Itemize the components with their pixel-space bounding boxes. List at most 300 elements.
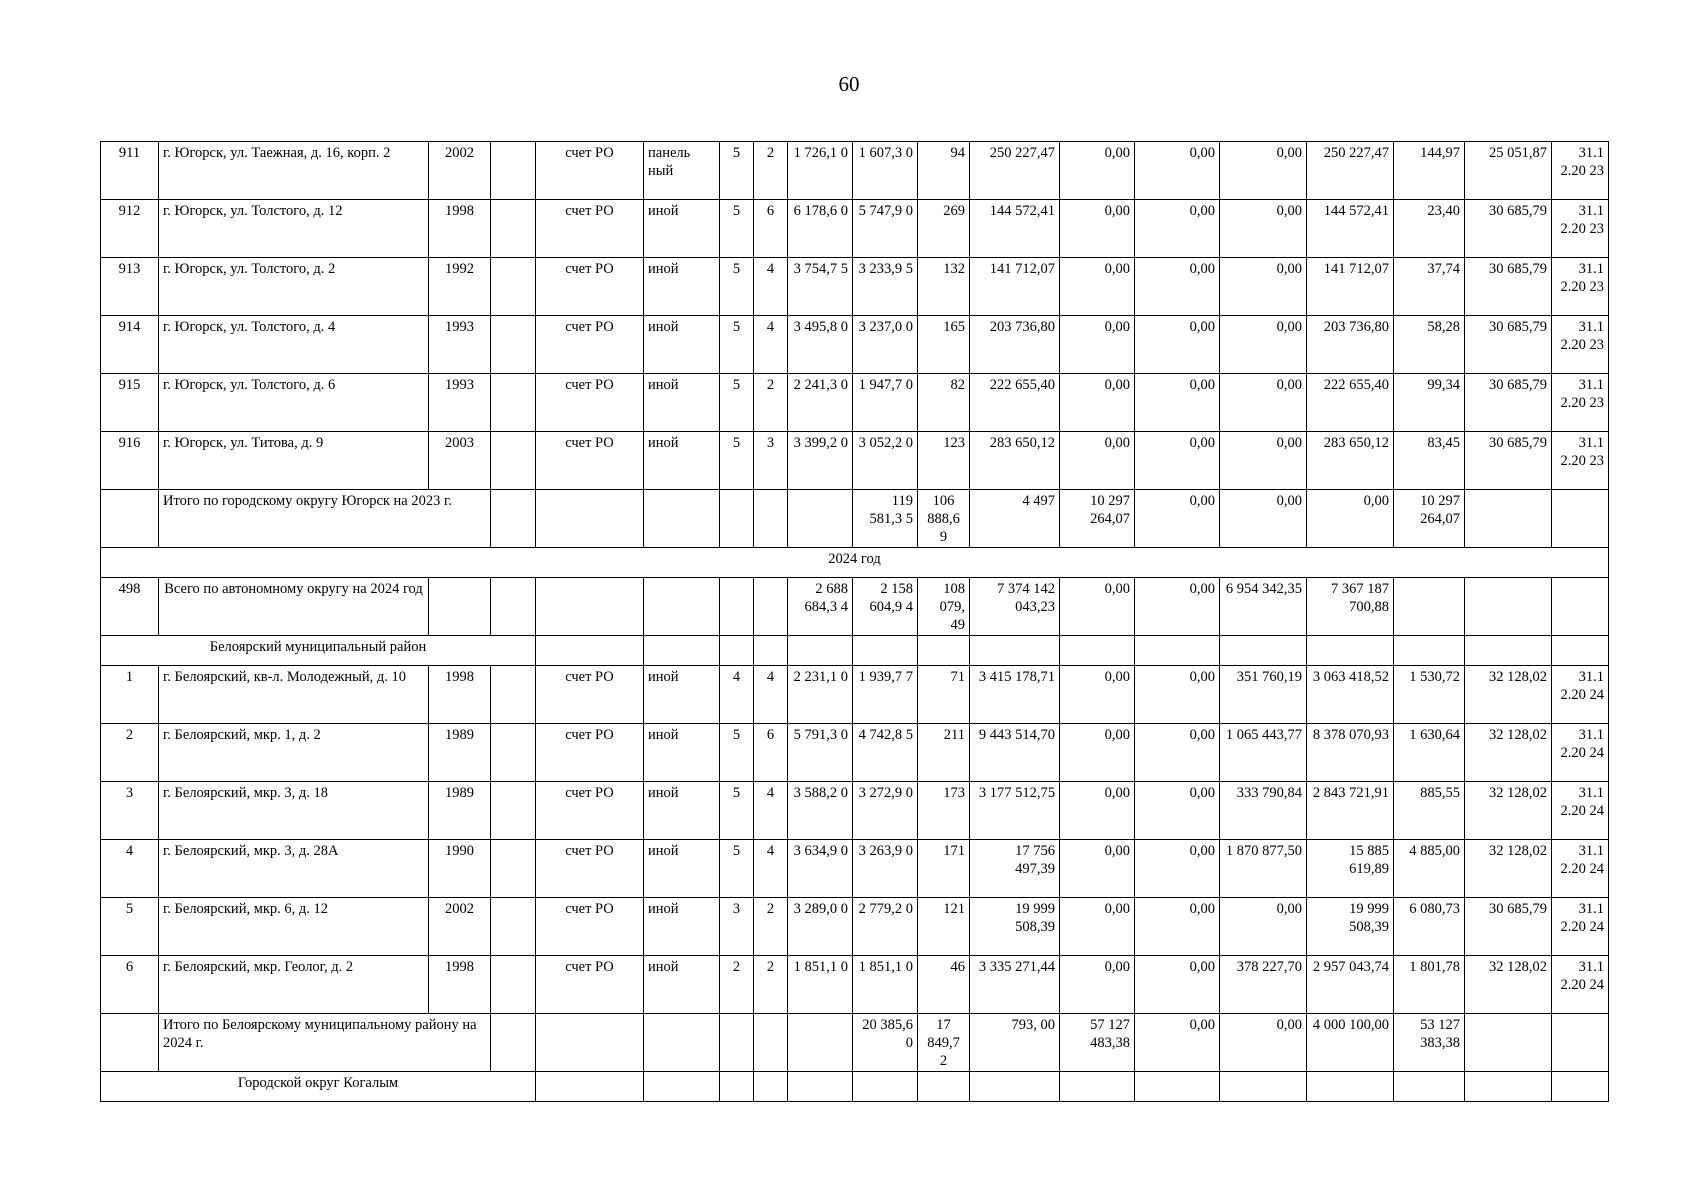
cell-col-12: 19 999 508,39: [970, 898, 1060, 956]
cell-col-17: 885,55: [1394, 782, 1465, 840]
cell-col-10: 119 581,3 5: [853, 490, 918, 548]
cell-col-16: 15 885 619,89: [1307, 840, 1394, 898]
cell-col-17: 1 530,72: [1394, 666, 1465, 724]
cell-col-18: 30 685,79: [1465, 898, 1552, 956]
cell-col-7: [720, 578, 754, 636]
cell-col-8: 4: [754, 666, 788, 724]
cell-col-16: 2 843 721,91: [1307, 782, 1394, 840]
cell-col-19: 31.1 2.20 24: [1552, 956, 1609, 1014]
table-body: [101, 142, 1609, 1102]
table-row: [101, 840, 1609, 898]
cell-col-19: 31.1 2.20 23: [1552, 316, 1609, 374]
cell-col-15: 333 790,84: [1220, 782, 1307, 840]
cell-col-16: 0,00: [1307, 490, 1394, 548]
table-row: [101, 724, 1609, 782]
cell-col-14: 0,00: [1135, 840, 1220, 898]
cell-col-8: 2: [754, 374, 788, 432]
table-row: [101, 782, 1609, 840]
cell-col-11: 82: [918, 374, 970, 432]
cell-col-3: 2003: [429, 432, 491, 490]
cell-col-9: [788, 1072, 853, 1102]
cell-col-6: [644, 1072, 720, 1102]
cell-col-2: г. Югорск, ул. Толстого, д. 2: [159, 258, 429, 316]
cell-col-15: [1220, 1072, 1307, 1102]
cell-col-9: 1 726,1 0: [788, 142, 853, 200]
cell-col-19: [1552, 578, 1609, 636]
cell-col-13: 0,00: [1060, 432, 1135, 490]
cell-col-15: 0,00: [1220, 432, 1307, 490]
cell-col-15: 0,00: [1220, 258, 1307, 316]
cell-col-4: [491, 1014, 536, 1072]
cell-col-14: 0,00: [1135, 316, 1220, 374]
cell-col-11: 46: [918, 956, 970, 1014]
table-row: [101, 374, 1609, 432]
cell-col-18: 32 128,02: [1465, 724, 1552, 782]
cell-col-4: [491, 956, 536, 1014]
cell-col-12: [970, 1072, 1060, 1102]
cell-col-7: 4: [720, 666, 754, 724]
year-header: 2024 год: [101, 548, 1609, 578]
cell-col-11: 106 888,6 9: [918, 490, 970, 548]
cell-col-2: г. Югорск, ул. Толстого, д. 12: [159, 200, 429, 258]
table-row: [101, 316, 1609, 374]
cell-col-5: счет РО: [536, 258, 644, 316]
subtotal-label: Итого по городскому округу Югорск на 2023 г.: [159, 490, 491, 548]
cell-col-18: [1465, 1072, 1552, 1102]
cell-col-10: 1 947,7 0: [853, 374, 918, 432]
district-header-row: [101, 636, 1609, 666]
cell-col-10: 3 237,0 0: [853, 316, 918, 374]
cell-col-13: 0,00: [1060, 374, 1135, 432]
cell-col-6: иной: [644, 666, 720, 724]
cell-col-8: 6: [754, 724, 788, 782]
cell-col-15: 378 227,70: [1220, 956, 1307, 1014]
cell-col-12: 3 335 271,44: [970, 956, 1060, 1014]
cell-col-5: счет РО: [536, 898, 644, 956]
cell-col-16: 2 957 043,74: [1307, 956, 1394, 1014]
cell-col-19: 31.1 2.20 23: [1552, 258, 1609, 316]
cell-col-10: 4 742,8 5: [853, 724, 918, 782]
table-row: [101, 200, 1609, 258]
cell-col-14: 0,00: [1135, 258, 1220, 316]
cell-col-17: 10 297 264,07: [1394, 490, 1465, 548]
cell-col-4: [491, 782, 536, 840]
cell-col-6: [644, 490, 720, 548]
cell-col-3: 1998: [429, 666, 491, 724]
cell-col-2: г. Югорск, ул. Таежная, д. 16, корп. 2: [159, 142, 429, 200]
cell-col-9: 2 688 684,3 4: [788, 578, 853, 636]
cell-col-7: 3: [720, 898, 754, 956]
cell-col-15: 351 760,19: [1220, 666, 1307, 724]
cell-col-12: 144 572,41: [970, 200, 1060, 258]
cell-col-14: 0,00: [1135, 432, 1220, 490]
cell-col-2: г. Белоярский, мкр. 3, д. 18: [159, 782, 429, 840]
cell-col-16: 222 655,40: [1307, 374, 1394, 432]
cell-col-15: 6 954 342,35: [1220, 578, 1307, 636]
cell-col-9: 3 399,2 0: [788, 432, 853, 490]
cell-col-9: 2 241,3 0: [788, 374, 853, 432]
cell-col-19: 31.1 2.20 24: [1552, 724, 1609, 782]
cell-col-12: 3 415 178,71: [970, 666, 1060, 724]
cell-col-16: 19 999 508,39: [1307, 898, 1394, 956]
cell-col-13: 0,00: [1060, 258, 1135, 316]
cell-col-1: [101, 490, 159, 548]
cell-col-18: 30 685,79: [1465, 200, 1552, 258]
cell-col-13: [1060, 1072, 1135, 1102]
cell-col-14: 0,00: [1135, 490, 1220, 548]
cell-col-10: 2 779,2 0: [853, 898, 918, 956]
cell-col-4: [491, 724, 536, 782]
cell-col-18: [1465, 578, 1552, 636]
cell-col-6: [644, 1014, 720, 1072]
cell-col-9: 6 178,6 0: [788, 200, 853, 258]
year-header-row: [101, 548, 1609, 578]
cell-col-12: 283 650,12: [970, 432, 1060, 490]
cell-col-11: 269: [918, 200, 970, 258]
cell-col-5: счет РО: [536, 374, 644, 432]
cell-col-2: г. Белоярский, мкр. 6, д. 12: [159, 898, 429, 956]
cell-col-8: [754, 1014, 788, 1072]
cell-col-8: 2: [754, 142, 788, 200]
cell-col-10: [853, 636, 918, 666]
cell-col-11: 94: [918, 142, 970, 200]
cell-col-7: 5: [720, 142, 754, 200]
cell-col-9: [788, 490, 853, 548]
cell-col-14: 0,00: [1135, 1014, 1220, 1072]
cell-col-1: [101, 1014, 159, 1072]
cell-col-17: [1394, 1072, 1465, 1102]
cell-col-16: 3 063 418,52: [1307, 666, 1394, 724]
cell-col-12: 17 756 497,39: [970, 840, 1060, 898]
cell-col-10: 5 747,9 0: [853, 200, 918, 258]
cell-col-1: 2: [101, 724, 159, 782]
cell-col-15: 1 065 443,77: [1220, 724, 1307, 782]
cell-col-11: 121: [918, 898, 970, 956]
cell-col-8: 4: [754, 840, 788, 898]
cell-col-11: 132: [918, 258, 970, 316]
cell-col-8: 2: [754, 956, 788, 1014]
cell-col-10: 1 607,3 0: [853, 142, 918, 200]
cell-col-11: 17 849,7 2: [918, 1014, 970, 1072]
cell-col-8: 4: [754, 316, 788, 374]
cell-col-4: [491, 316, 536, 374]
subtotal-label: Итого по Белоярскому муниципальному району на 2024 г.: [159, 1014, 491, 1072]
cell-col-12: 7 374 142 043,23: [970, 578, 1060, 636]
cell-col-12: [970, 636, 1060, 666]
cell-col-13: 57 127 483,38: [1060, 1014, 1135, 1072]
cell-col-6: панель ный: [644, 142, 720, 200]
cell-col-9: 3 754,7 5: [788, 258, 853, 316]
cell-col-4: [491, 200, 536, 258]
cell-col-7: 5: [720, 724, 754, 782]
cell-col-5: счет РО: [536, 432, 644, 490]
cell-col-13: 0,00: [1060, 666, 1135, 724]
cell-col-15: 0,00: [1220, 490, 1307, 548]
cell-col-19: 31.1 2.20 23: [1552, 432, 1609, 490]
cell-col-17: 53 127 383,38: [1394, 1014, 1465, 1072]
cell-col-4: [491, 666, 536, 724]
cell-col-16: 141 712,07: [1307, 258, 1394, 316]
cell-col-2: г. Югорск, ул. Толстого, д. 4: [159, 316, 429, 374]
cell-col-4: [491, 374, 536, 432]
cell-col-7: [720, 1014, 754, 1072]
cell-col-18: 30 685,79: [1465, 374, 1552, 432]
cell-col-7: [720, 490, 754, 548]
cell-col-4: [491, 578, 536, 636]
cell-col-9: [788, 636, 853, 666]
cell-col-13: 0,00: [1060, 142, 1135, 200]
cell-col-6: иной: [644, 316, 720, 374]
cell-col-14: 0,00: [1135, 374, 1220, 432]
cell-col-7: [720, 636, 754, 666]
cell-col-17: 6 080,73: [1394, 898, 1465, 956]
cell-col-5: счет РО: [536, 782, 644, 840]
cell-col-14: 0,00: [1135, 666, 1220, 724]
cell-col-14: [1135, 1072, 1220, 1102]
cell-col-18: 32 128,02: [1465, 666, 1552, 724]
cell-col-4: [491, 490, 536, 548]
cell-col-2: г. Белоярский, мкр. 3, д. 28А: [159, 840, 429, 898]
cell-col-2: г. Белоярский, мкр. 1, д. 2: [159, 724, 429, 782]
cell-col-18: 25 051,87: [1465, 142, 1552, 200]
cell-col-11: [918, 1072, 970, 1102]
cell-col-3: 1992: [429, 258, 491, 316]
cell-col-12: 203 736,80: [970, 316, 1060, 374]
cell-col-17: 99,34: [1394, 374, 1465, 432]
cell-col-1: 914: [101, 316, 159, 374]
cell-col-6: иной: [644, 200, 720, 258]
cell-col-1: 6: [101, 956, 159, 1014]
cell-col-19: [1552, 1072, 1609, 1102]
cell-col-16: [1307, 636, 1394, 666]
cell-col-15: 0,00: [1220, 142, 1307, 200]
cell-col-8: [754, 578, 788, 636]
cell-col-10: 3 233,9 5: [853, 258, 918, 316]
district-header-row: [101, 1072, 1609, 1102]
cell-col-18: 32 128,02: [1465, 782, 1552, 840]
cell-col-11: 173: [918, 782, 970, 840]
cell-col-12: 250 227,47: [970, 142, 1060, 200]
cell-col-14: 0,00: [1135, 724, 1220, 782]
table-row: [101, 142, 1609, 200]
cell-col-5: счет РО: [536, 316, 644, 374]
cell-col-17: 83,45: [1394, 432, 1465, 490]
cell-col-1: 498: [101, 578, 159, 636]
cell-col-8: 2: [754, 898, 788, 956]
cell-col-3: 1989: [429, 724, 491, 782]
cell-col-6: иной: [644, 432, 720, 490]
cell-col-16: 144 572,41: [1307, 200, 1394, 258]
cell-col-10: 3 263,9 0: [853, 840, 918, 898]
cell-col-4: [491, 840, 536, 898]
cell-col-6: иной: [644, 898, 720, 956]
cell-col-12: 9 443 514,70: [970, 724, 1060, 782]
cell-col-18: 32 128,02: [1465, 840, 1552, 898]
cell-col-12: 141 712,07: [970, 258, 1060, 316]
table-row: [101, 432, 1609, 490]
cell-col-10: 3 052,2 0: [853, 432, 918, 490]
cell-col-3: 2002: [429, 898, 491, 956]
cell-col-2: г. Белоярский, кв-л. Молодежный, д. 10: [159, 666, 429, 724]
cell-col-13: 0,00: [1060, 316, 1135, 374]
cell-col-15: 0,00: [1220, 374, 1307, 432]
cell-col-8: 4: [754, 258, 788, 316]
cell-col-6: иной: [644, 840, 720, 898]
cell-col-4: [491, 142, 536, 200]
cell-col-11: 211: [918, 724, 970, 782]
cell-col-13: 0,00: [1060, 840, 1135, 898]
page-number: 60: [838, 72, 860, 96]
cell-col-19: 31.1 2.20 24: [1552, 898, 1609, 956]
cell-col-5: счет РО: [536, 142, 644, 200]
cell-col-15: [1220, 636, 1307, 666]
cell-col-3: 1990: [429, 840, 491, 898]
cell-col-5: [536, 1014, 644, 1072]
cell-col-19: 31.1 2.20 23: [1552, 374, 1609, 432]
cell-col-5: [536, 636, 644, 666]
cell-col-3: 1998: [429, 200, 491, 258]
cell-col-8: [754, 636, 788, 666]
cell-col-11: 123: [918, 432, 970, 490]
cell-col-9: 3 634,9 0: [788, 840, 853, 898]
cell-col-5: счет РО: [536, 840, 644, 898]
cell-col-2: г. Югорск, ул. Титова, д. 9: [159, 432, 429, 490]
cell-col-19: 31.1 2.20 24: [1552, 840, 1609, 898]
cell-col-14: 0,00: [1135, 956, 1220, 1014]
cell-col-17: 144,97: [1394, 142, 1465, 200]
cell-col-8: 6: [754, 200, 788, 258]
cell-col-14: [1135, 636, 1220, 666]
cell-col-1: 4: [101, 840, 159, 898]
cell-col-6: иной: [644, 258, 720, 316]
cell-col-10: 2 158 604,9 4: [853, 578, 918, 636]
cell-col-1: 911: [101, 142, 159, 200]
cell-col-16: 283 650,12: [1307, 432, 1394, 490]
cell-col-18: [1465, 636, 1552, 666]
cell-col-6: иной: [644, 374, 720, 432]
cell-col-1: 5: [101, 898, 159, 956]
cell-col-13: [1060, 636, 1135, 666]
cell-col-7: 5: [720, 782, 754, 840]
cell-col-2: Всего по автономному округу на 2024 год: [159, 578, 429, 636]
cell-col-3: 1998: [429, 956, 491, 1014]
cell-col-19: 31.1 2.20 24: [1552, 782, 1609, 840]
cell-col-8: 3: [754, 432, 788, 490]
cell-col-12: 793, 00: [970, 1014, 1060, 1072]
cell-col-8: [754, 1072, 788, 1102]
cell-col-18: 30 685,79: [1465, 258, 1552, 316]
cell-col-6: иной: [644, 724, 720, 782]
cell-col-6: иной: [644, 782, 720, 840]
cell-col-13: 0,00: [1060, 724, 1135, 782]
cell-col-13: 0,00: [1060, 956, 1135, 1014]
cell-col-17: 1 630,64: [1394, 724, 1465, 782]
cell-col-19: [1552, 636, 1609, 666]
cell-col-15: 0,00: [1220, 1014, 1307, 1072]
cell-col-19: 31.1 2.20 24: [1552, 666, 1609, 724]
cell-col-1: 915: [101, 374, 159, 432]
cell-col-7: 5: [720, 374, 754, 432]
cell-col-10: 20 385,6 0: [853, 1014, 918, 1072]
cell-col-14: 0,00: [1135, 898, 1220, 956]
district-header: Городской округ Когалым: [101, 1072, 536, 1102]
cell-col-17: 23,40: [1394, 200, 1465, 258]
cell-col-10: [853, 1072, 918, 1102]
cell-col-9: [788, 1014, 853, 1072]
cell-col-9: 1 851,1 0: [788, 956, 853, 1014]
cell-col-11: 71: [918, 666, 970, 724]
cell-col-15: 0,00: [1220, 898, 1307, 956]
cell-col-1: 916: [101, 432, 159, 490]
cell-col-13: 0,00: [1060, 782, 1135, 840]
housing-registry-table: [100, 141, 1609, 1102]
cell-col-17: 37,74: [1394, 258, 1465, 316]
cell-col-16: [1307, 1072, 1394, 1102]
cell-col-5: [536, 490, 644, 548]
cell-col-12: 4 497: [970, 490, 1060, 548]
cell-col-19: [1552, 490, 1609, 548]
cell-col-1: 912: [101, 200, 159, 258]
cell-col-13: 0,00: [1060, 200, 1135, 258]
cell-col-18: 30 685,79: [1465, 316, 1552, 374]
cell-col-1: 913: [101, 258, 159, 316]
cell-col-2: г. Белоярский, мкр. Геолог, д. 2: [159, 956, 429, 1014]
cell-col-3: 1989: [429, 782, 491, 840]
cell-col-11: 165: [918, 316, 970, 374]
cell-col-18: [1465, 490, 1552, 548]
cell-col-5: [536, 1072, 644, 1102]
cell-col-5: счет РО: [536, 724, 644, 782]
cell-col-5: [536, 578, 644, 636]
cell-col-11: [918, 636, 970, 666]
cell-col-19: 31.1 2.20 23: [1552, 200, 1609, 258]
cell-col-7: 2: [720, 956, 754, 1014]
cell-col-3: 1993: [429, 316, 491, 374]
table-row: [101, 258, 1609, 316]
cell-col-7: 5: [720, 840, 754, 898]
cell-col-2: г. Югорск, ул. Толстого, д. 6: [159, 374, 429, 432]
cell-col-9: 2 231,1 0: [788, 666, 853, 724]
cell-col-18: 32 128,02: [1465, 956, 1552, 1014]
subtotal-row: [101, 1014, 1609, 1072]
table-row: [101, 956, 1609, 1014]
cell-col-4: [491, 258, 536, 316]
cell-col-16: 4 000 100,00: [1307, 1014, 1394, 1072]
cell-col-4: [491, 898, 536, 956]
cell-col-1: 1: [101, 666, 159, 724]
cell-col-17: [1394, 578, 1465, 636]
cell-col-16: 8 378 070,93: [1307, 724, 1394, 782]
cell-col-14: 0,00: [1135, 142, 1220, 200]
cell-col-15: 0,00: [1220, 316, 1307, 374]
cell-col-13: 10 297 264,07: [1060, 490, 1135, 548]
cell-col-12: 222 655,40: [970, 374, 1060, 432]
cell-col-7: 5: [720, 200, 754, 258]
cell-col-19: 31.1 2.20 23: [1552, 142, 1609, 200]
cell-col-15: 1 870 877,50: [1220, 840, 1307, 898]
cell-col-11: 171: [918, 840, 970, 898]
cell-col-18: 30 685,79: [1465, 432, 1552, 490]
cell-col-14: 0,00: [1135, 578, 1220, 636]
cell-col-17: [1394, 636, 1465, 666]
cell-col-15: 0,00: [1220, 200, 1307, 258]
cell-col-17: 1 801,78: [1394, 956, 1465, 1014]
cell-col-12: 3 177 512,75: [970, 782, 1060, 840]
cell-col-10: 1 939,7 7: [853, 666, 918, 724]
cell-col-5: счет РО: [536, 200, 644, 258]
cell-col-16: 7 367 187 700,88: [1307, 578, 1394, 636]
cell-col-16: 203 736,80: [1307, 316, 1394, 374]
